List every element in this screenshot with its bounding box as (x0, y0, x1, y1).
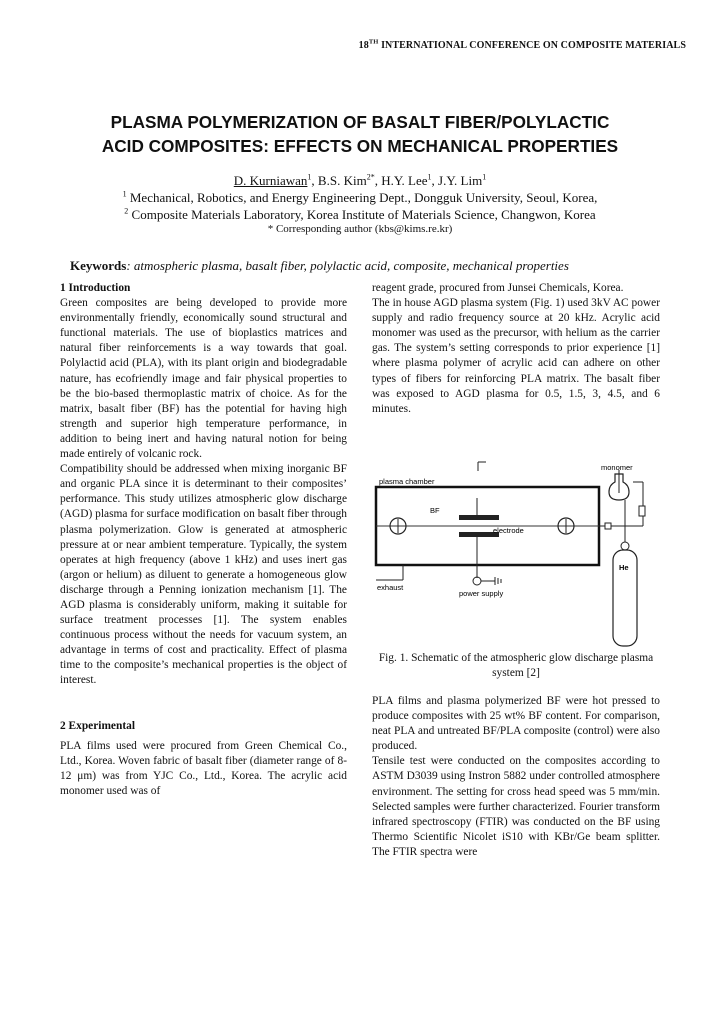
right-paragraph-4: Tensile test were conducted on the composites according to ASTM D3039 using Instron 5882 under controlled atmosphere environment. The setting for cross head speed was 5 mm/min. Selected samples were further characterized. Fourier transform infrared spectroscopy (FTIR) was conducted on the BF using Thermo Scientific Nicolet iS10 with KBr/Ge beam splitter. The FTIR spectra were (372, 755, 660, 858)
monomer-label: monomer (601, 463, 633, 472)
paper-title (40, 110, 680, 158)
keywords-line (70, 258, 690, 274)
affiliation-1: $^1$ Mechanical, Robotics, and Energy Engineering Dept., Dongguk University, Seoul, Korea, (122, 189, 598, 205)
author-1: D. Kurniawan (233, 173, 308, 188)
title-line-1: PLASMA POLYMERIZATION OF BASALT FIBER/POLYLACTIC (110, 112, 610, 132)
exhaust-label: exhaust (377, 583, 404, 592)
right-column-lower (372, 694, 660, 860)
plasma-chamber-label: plasma chamber (379, 477, 435, 486)
power-supply-label: power supply (459, 589, 504, 598)
conference-header: 18TH INTERNATIONAL CONFERENCE ON COMPOSITE MATERIALS (358, 38, 686, 51)
author-2: , B.S. Kim (311, 173, 367, 188)
bf-label: BF (430, 506, 440, 515)
right-paragraph-1: reagent grade, procured from Junsei Chemicals, Korea. (372, 282, 624, 294)
helium-label: He (619, 563, 629, 572)
author-3: , H.Y. Lee (374, 173, 428, 188)
electrode-top (459, 515, 499, 520)
electrode-label: electrode (493, 526, 524, 535)
intro-paragraph-1: Green composites are being developed to provide more environmentally friendly, economically sound structural and functional materials. The use of bioplastics matrices and natural fiber reinforcements is a way towards that goal. Polylactid acid (PLA), with its plant origin and biodegradable nature, has ecofriendly image and fair physical properties to be the bio-based thermoplastic matrix of choice. As for the matrix, basalt fiber (BF) has the potential for having high strength and superior high temperature performance, in addition to being inert and having natural notion for being made entirely of volcanic rock. (60, 297, 347, 461)
keywords-label: Keywords (70, 258, 127, 273)
right-paragraph-2: The in house AGD plasma system (Fig. 1) used 3kV AC power supply and radio frequency source at 20 kHz. Acrylic acid monomer was used as the precursor, with helium as the carrier gas. The system’s setting corresponds to prior experience [1] where plasma polymer of acrylic acid can adhere on other types of fibers for reinforcing PLA matrix. The basalt fiber was exposed to AGD plasma for 0.5, 1.5, 3, 4.5, and 6 minutes. (372, 297, 660, 415)
author-4: , J.Y. Lim (431, 173, 483, 188)
right-column (372, 281, 660, 417)
section-heading-experimental: 2 Experimental (60, 719, 135, 732)
affiliation-2: $^2$ Composite Materials Laboratory, Korea Institute of Materials Science, Changwon, Korea (124, 206, 596, 222)
left-column (60, 281, 347, 799)
plasma-system-schematic (373, 458, 660, 648)
keywords-text: : atmospheric plasma, basalt fiber, polylactic acid, composite, mechanical properties (126, 258, 569, 273)
author-list: D. Kurniawan$^1$, B.S. Kim$^{2*}$, H.Y. Lee$^1$, J.Y. Lim$^1$ (233, 172, 487, 188)
intro-paragraph-2: Compatibility should be addressed when mixing inorganic BF and organic PLA since it is determinant to their composites’ performance. This study utilizes atmospheric glow discharge (AGD) plasma for surface modification on basalt fiber through plasma polymerization. Glow is generated at atmospheric pressure at or near ambient temperature. Typically, the system operates at high frequency (above 1 kHz) and uses inert gas (argon or helium) as diluent to generate a homogeneous glow discharge through a Penning ionization mechanism [1]. The AGD plasma is considerably uniform, making it suitable for surface treatment processes [1]. The system enables continuous process without the needs for vacuum system, an advantage in terms of cost and practicality. Effect of plasma time to the composite’s mechanical properties is the object of interest. (60, 463, 347, 687)
experimental-paragraph-1: PLA films used were procured from Green Chemical Co., Ltd., Korea. Woven fabric of basalt fiber (diameter range of 8-12 μm) was from YJC Co., Ltd., Korea. The acrylic acid monomer used was of (60, 739, 347, 797)
title-line-2: ACID COMPOSITES: EFFECTS ON MECHANICAL PROPERTIES (101, 136, 619, 156)
section-heading-introduction: 1 Introduction (60, 282, 131, 294)
power-supply-icon (473, 577, 481, 585)
figure-caption: Fig. 1. Schematic of the atmospheric glow discharge plasma system [2] (378, 652, 654, 680)
right-paragraph-3: PLA films and plasma polymerized BF were hot pressed to produce composites with 25 wt% BF content. For comparison, neat PLA and untreated BF/PLA composite (control) were also produced. (372, 695, 660, 753)
corresponding-author: * Corresponding author (kbs@kims.re.kr) (267, 223, 453, 235)
